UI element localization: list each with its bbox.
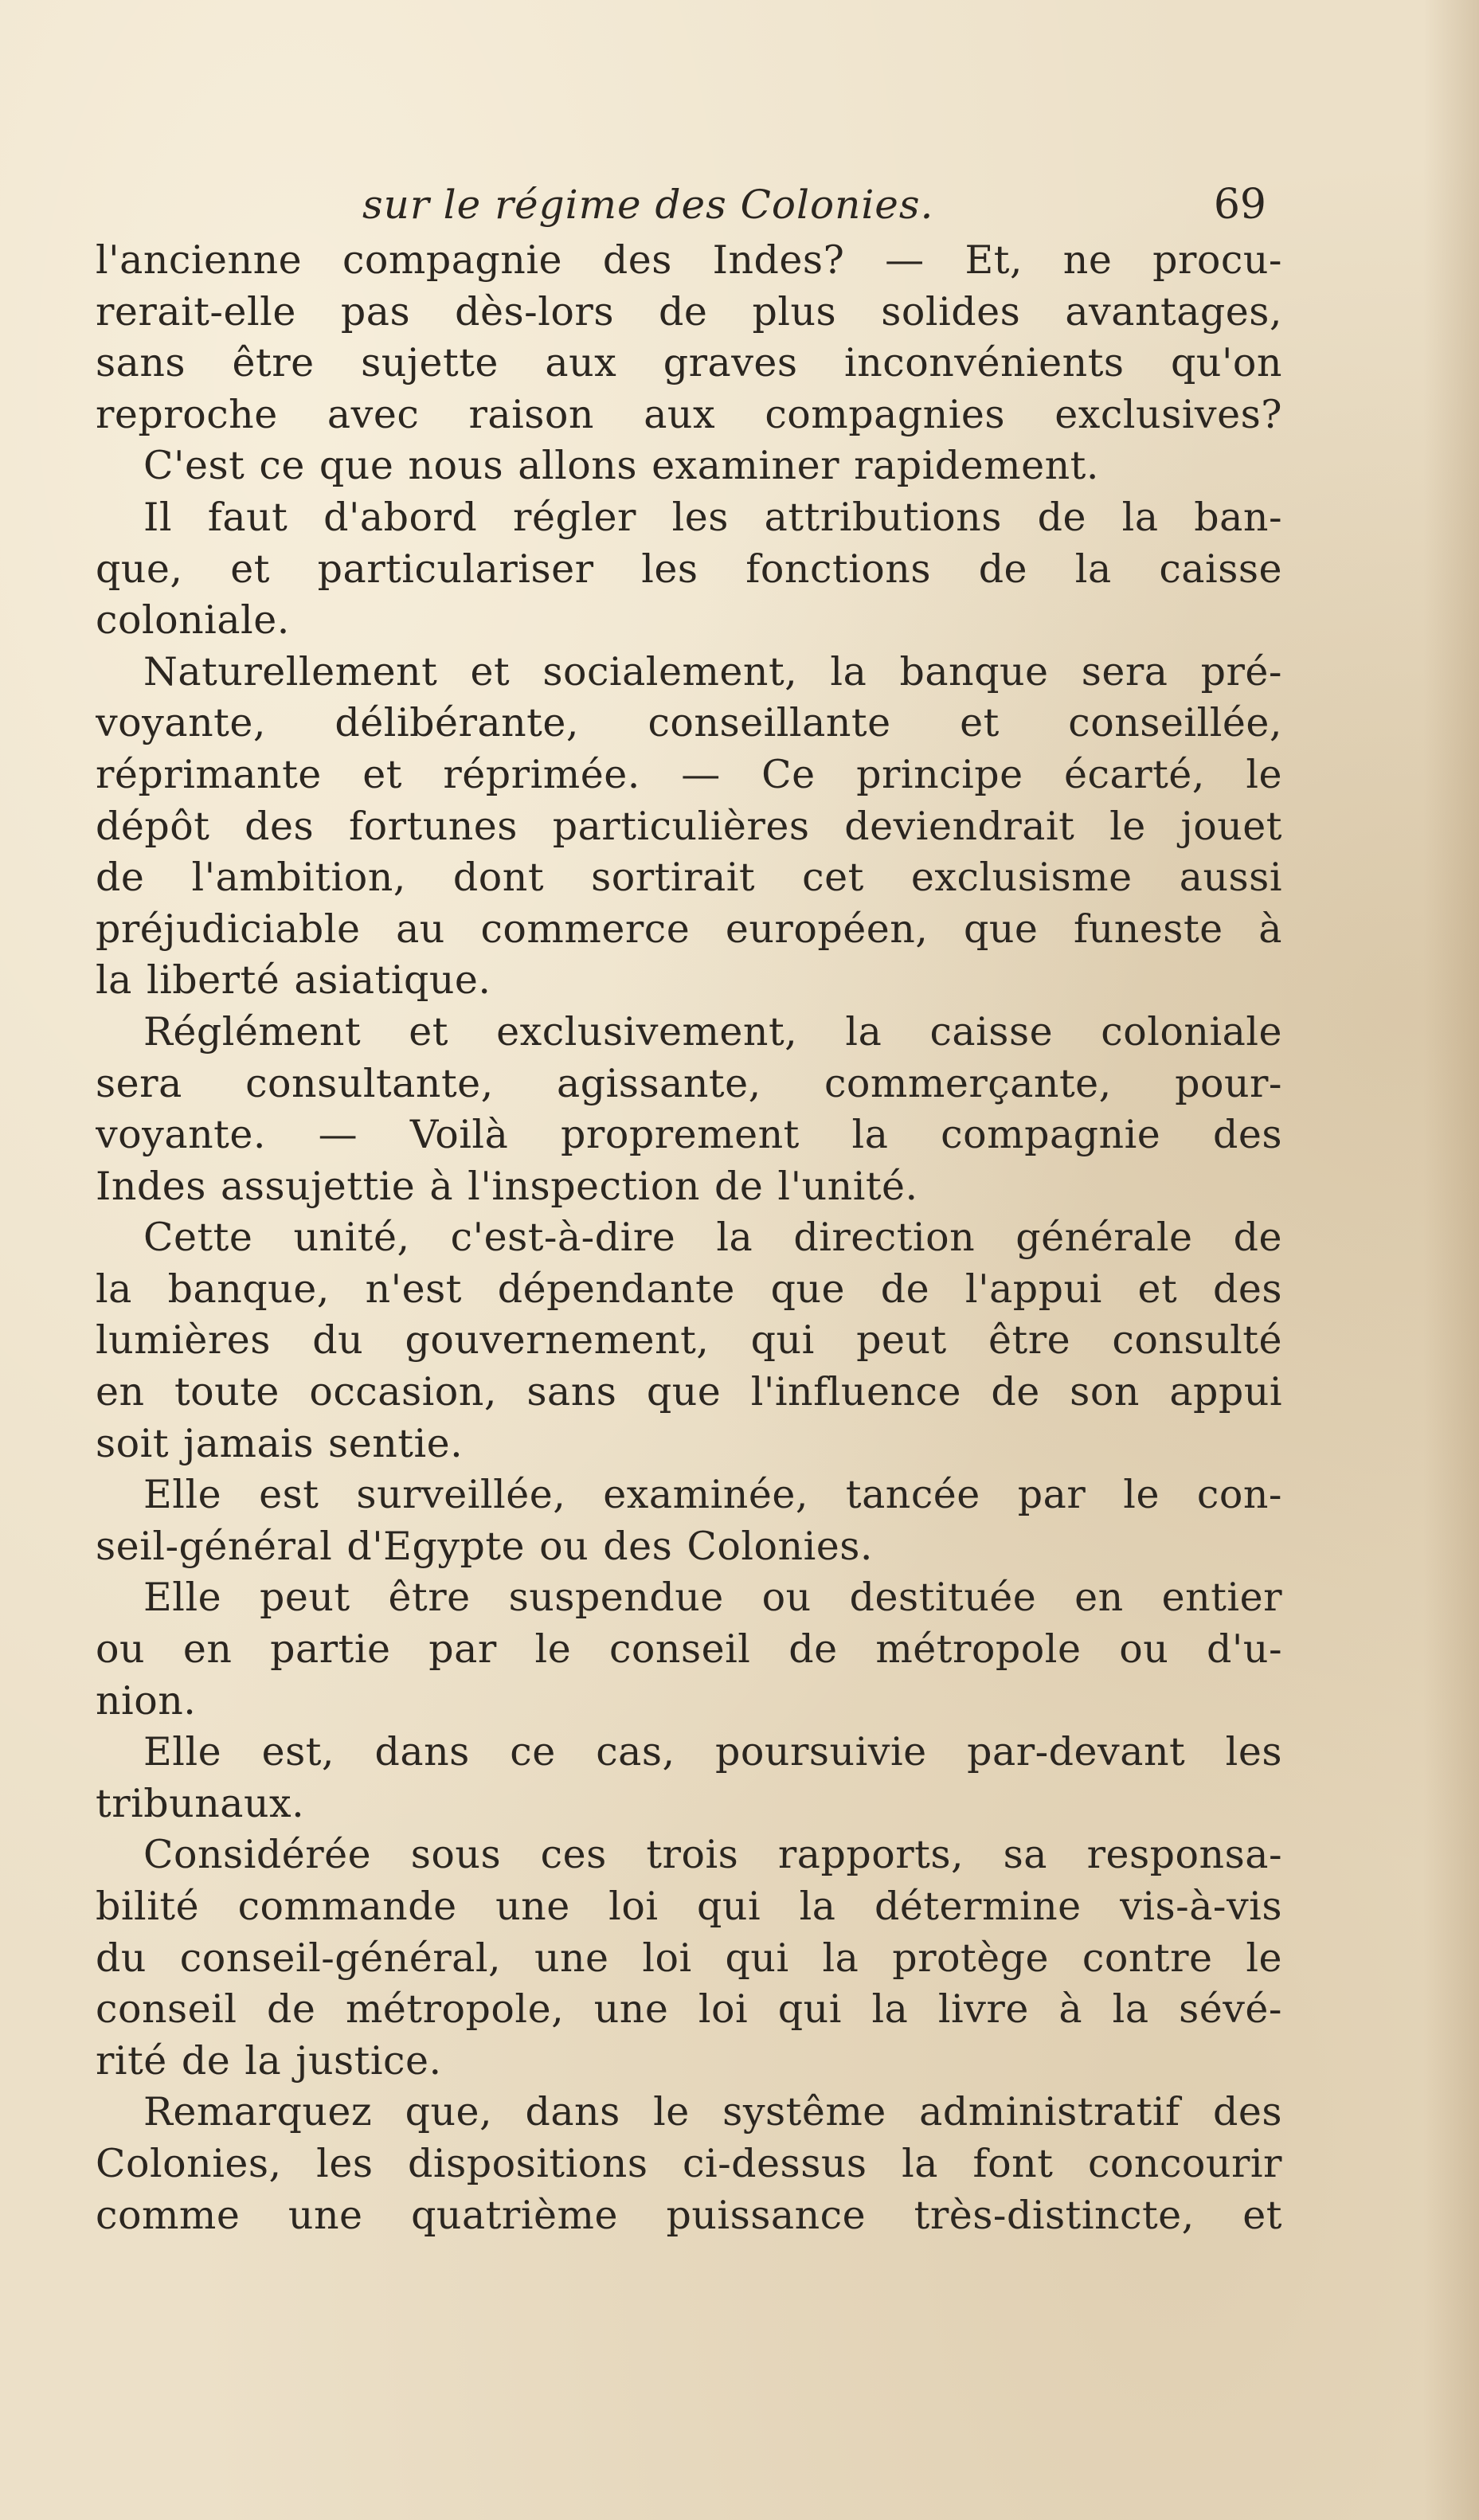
text-line: voyante. — Voilà proprement la compagnie des xyxy=(96,1112,1282,1158)
text-line: comme une quatrième puissance très-distincte, et xyxy=(96,2192,1282,2238)
text-line: que, et particulariser les fonctions de la caisse xyxy=(96,546,1282,592)
text-line: du conseil-général, une loi qui la protège contre le xyxy=(96,1935,1282,1981)
text-line: rerait-elle pas dès-lors de plus solides avantages, xyxy=(96,288,1282,335)
text-line: seil-général d'Egypte ou des Colonies. xyxy=(96,1523,873,1569)
text-line: sans être sujette aux graves inconvénients qu'on xyxy=(96,340,1282,386)
running-title: sur le régime des Colonies. xyxy=(362,182,934,228)
text-line: Remarquez que, dans le systême administratif des xyxy=(143,2089,1282,2135)
running-head xyxy=(362,177,1266,233)
text-line: en toute occasion, sans que l'influence de son appui xyxy=(96,1369,1282,1415)
text-line: tribunaux. xyxy=(96,1780,305,1826)
text-line: voyante, délibérante, conseillante et conseillée, xyxy=(96,700,1282,746)
text-line: C'est ce que nous allons examiner rapidement. xyxy=(143,443,1099,489)
text-line: reproche avec raison aux compagnies exclusives? xyxy=(96,391,1282,437)
text-line: Colonies, les dispositions ci-dessus la font concourir xyxy=(96,2140,1282,2186)
bottom-margin xyxy=(0,2270,1479,2520)
text-line: la liberté asiatique. xyxy=(96,957,491,1004)
page-number: 69 xyxy=(1213,181,1266,229)
text-line: rité de la justice. xyxy=(96,2037,442,2084)
text-line: Réglément et exclusivement, la caisse coloniale xyxy=(143,1008,1282,1055)
text-line: nion. xyxy=(96,1677,197,1724)
body-text xyxy=(96,235,1282,2241)
text-line: sera consultante, agissante, commerçante, pour- xyxy=(96,1060,1282,1106)
text-line: Cette unité, c'est-à-dire la direction générale de xyxy=(143,1215,1282,1261)
text-line: ou en partie par le conseil de métropole ou d'u- xyxy=(96,1626,1282,1673)
text-line: soit jamais sentie. xyxy=(96,1420,464,1466)
text-line: réprimante et réprimée. — Ce principe écarté, le xyxy=(96,751,1282,797)
text-line: Considérée sous ces trois rapports, sa responsa- xyxy=(143,1832,1282,1878)
text-line: lumières du gouvernement, qui peut être consulté xyxy=(96,1317,1282,1364)
text-line: dépôt des fortunes particulières deviendrait le jouet xyxy=(96,803,1282,849)
text-line: Elle est surveillée, examinée, tancée par le con- xyxy=(143,1472,1282,1518)
text-line: préjudiciable au commerce européen, que funeste à xyxy=(96,906,1282,952)
text-line: Indes assujettie à l'inspection de l'unité. xyxy=(96,1163,918,1209)
text-line: coloniale. xyxy=(96,597,290,644)
text-line: Elle peut être suspendue ou destituée en entier xyxy=(143,1575,1282,1621)
text-line: la banque, n'est dépendante que de l'appui et des xyxy=(96,1266,1282,1312)
text-line: Elle est, dans ce cas, poursuivie par-devant les xyxy=(143,1729,1282,1775)
text-line: Il faut d'abord régler les attributions de la ban- xyxy=(143,494,1282,540)
text-line: de l'ambition, dont sortirait cet exclusisme aussi xyxy=(96,855,1282,901)
text-line: conseil de métropole, une loi qui la livre à la sévé- xyxy=(96,1986,1282,2033)
text-line: Naturellement et socialement, la banque sera pré- xyxy=(143,648,1282,695)
text-line: l'ancienne compagnie des Indes? — Et, ne procu- xyxy=(96,237,1282,283)
text-line: bilité commande une loi qui la détermine vis-à-vis xyxy=(96,1884,1282,1929)
page-edge-shadow xyxy=(1423,0,1479,2520)
